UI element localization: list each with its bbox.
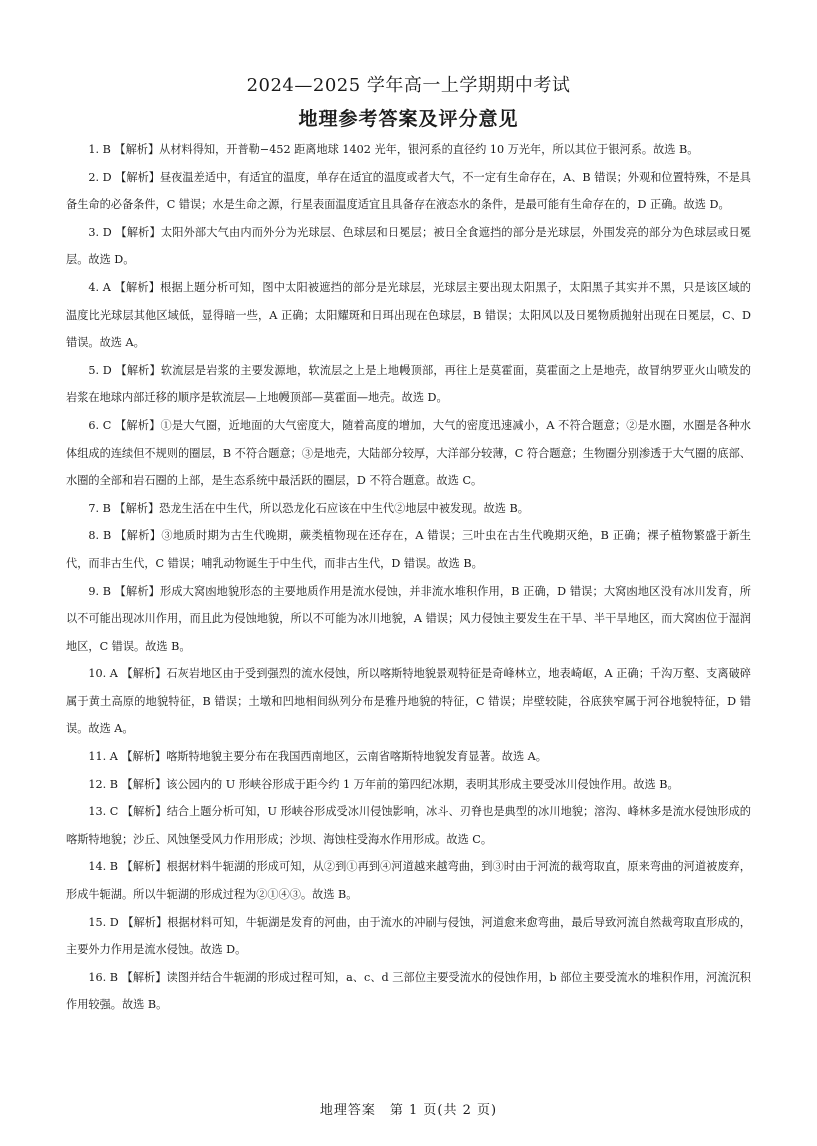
answer-item-11: 11. A 【解析】喀斯特地貌主要分布在我国西南地区，云南省喀斯特地貌发育显著。故选 A。	[88, 750, 547, 764]
answer-item-9: 9. B 【解析】形成大窝凼地貌形态的主要地质作用是流水侵蚀，并非流水堆积作用，B 正确，D 错误；大窝凼地区没有冰川发育，所以不可能出现冰川作用，而且此为侵蚀地貌，所以不可能为冰川地貌，A 错误；风力侵蚀主要发生在干旱、半干旱地区，而大窝凼位于湿润地区，C 错误。故选 B。	[66, 584, 751, 653]
answer-item-14: 14. B 【解析】根据材料牛轭湖的形成可知，从②到①再到④河道越来越弯曲，到③时由于河流的裁弯取直，原来弯曲的河道被废弃，形成牛轭湖。所以牛轭湖的形成过程为②①④③。故选 B。	[66, 860, 751, 902]
answer-item-6: 6. C 【解析】①是大气圈，近地面的大气密度大，随着高度的增加，大气的密度迅速减小，A 不符合题意；②是水圈，水圈是各种水体组成的连续但不规则的圈层，B 不符合题意；③是地壳，大陆部分较厚，大洋部分较薄，C 符合题意；生物圈分别渗透于大气圈的底部、水圈的全部和岩石圈的上部，是生态系统中最活跃的圈层，D 不符合题意。故选 C。	[66, 418, 751, 488]
answer-item-2: 2. D 【解析】昼夜温差适中，有适宜的温度，单存在适宜的温度或者大气，不一定有生命存在，A、B 错误；外观和位置特殊，不是具备生命的必备条件，C 错误；水是生命之源，行星表面温度适宜且具备存在液态水的条件，是最可能有生命存在的，D 正确。故选 D。	[66, 170, 751, 212]
answer-item-7: 7. B 【解析】恐龙生活在中生代，所以恐龙化石应该在中生代②地层中被发现。故选 B。	[88, 501, 529, 515]
page-title: 地理参考答案及评分意见	[298, 108, 519, 130]
answer-item-15: 15. D 【解析】根据材料可知，牛轭湖是发育的河曲，由于流水的冲刷与侵蚀，河道愈来愈弯曲，最后导致河流自然裁弯取直形成的，主要外力作用是流水侵蚀。故选 D。	[66, 915, 751, 957]
page-footer: 地理答案 第 1 页(共 2 页)	[319, 1103, 498, 1118]
answer-item-3: 3. D 【解析】太阳外部大气由内而外分为光球层、色球层和日冕层；被日全食遮挡的部分是光球层，外围发亮的部分为色球层或日冕层。故选 D。	[66, 225, 751, 267]
answer-list	[66, 136, 751, 1019]
exam-title: 2024—2025 学年高一上学期期中考试	[246, 75, 571, 96]
answer-item-10: 10. A 【解析】石灰岩地区由于受到强烈的流水侵蚀，所以喀斯特地貌景观特征是奇峰林立，地表崎岖，A 正确；千沟万壑、支离破碎属于黄土高原的地貌特征，B 错误；土墩和凹地相间纵列分布是雅丹地貌的特征，C 错误；岸壁较陡，谷底狭窄属于河谷地貌特征，D 错误。故选 A。	[66, 667, 751, 736]
answer-item-1: 1. B 【解析】从材料得知，开普勒−452 距离地球 1402 光年，银河系的直径约 10 万光年，所以其位于银河系。故选 B。	[88, 143, 699, 156]
answer-item-16: 16. B 【解析】读图并结合牛轭湖的形成过程可知，a、c、d 三部位主要受流水的侵蚀作用，b 部位主要受流水的堆积作用，河流沉积作用较强。故选 B。	[66, 970, 751, 1012]
answer-item-13: 13. C 【解析】结合上题分析可知，U 形峡谷形成受冰川侵蚀影响，冰斗、刃脊也是典型的冰川地貌；溶沟、峰林多是流水侵蚀形成的喀斯特地貌；沙丘、风蚀堡受风力作用形成；沙坝、海蚀柱受海水作用形成。故选 C。	[66, 805, 751, 846]
answer-item-8: 8. B 【解析】③地质时期为古生代晚期，蕨类植物现在还存在，A 错误；三叶虫在古生代晚期灭绝，B 正确；裸子植物繁盛于新生代，而非古生代，C 错误；哺乳动物诞生于中生代，而非古生代，D 错误。故选 B。	[66, 529, 751, 570]
answer-item-4: 4. A 【解析】根据上题分析可知，图中太阳被遮挡的部分是光球层，光球层主要出现太阳黑子，太阳黑子其实并不黑，只是该区域的温度比光球层其他区域低，显得暗一些，A 正确；太阳耀斑和日珥出现在色球层，B 错误；太阳风以及日冕物质抛射出现在日冕层，C、D 错误。故选 A。	[66, 280, 751, 350]
answer-item-5: 5. D 【解析】软流层是岩浆的主要发源地，软流层之上是上地幔顶部，再往上是莫霍面，莫霍面之上是地壳，故冒纳罗亚火山喷发的岩浆在地球内部迁移的顺序是软流层—上地幔顶部—莫霍面—地壳。故选 D。	[66, 363, 751, 405]
answer-item-12: 12. B 【解析】该公园内的 U 形峡谷形成于距今约 1 万年前的第四纪冰期，表明其形成主要受冰川侵蚀作用。故选 B。	[88, 777, 679, 791]
